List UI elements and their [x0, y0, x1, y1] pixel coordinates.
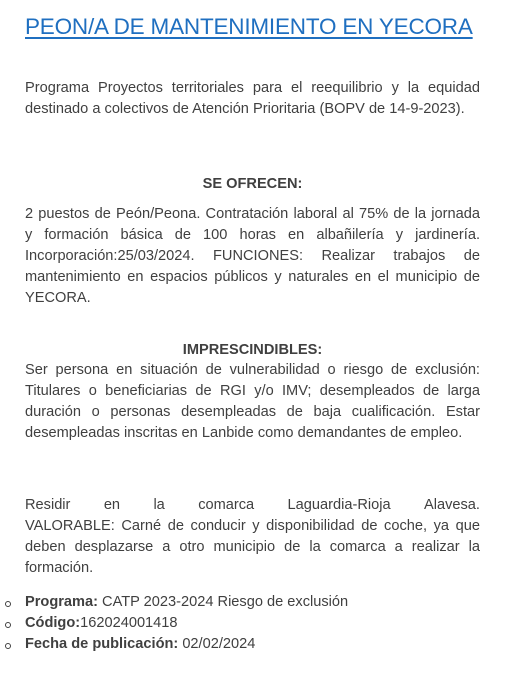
requirements-paragraph: Ser persona en situación de vulnerabilidad o riesgo de exclusión: Titulares o beneficiarias de RGI y/o IMV; desempleados de larga duración o personas desempleadas de baja cualificación. Estar desempleadas inscritas en Lanbide como demandantes de empleo.	[25, 362, 480, 441]
valorable-text: VALORABLE: Carné de conducir y disponibilidad de coche, ya que deben desplazarse a otro municipio de la comarca a realizar la formación.	[25, 518, 480, 576]
residence-paragraph	[25, 495, 480, 579]
circle-bullet-icon	[5, 643, 11, 649]
residence-word: comarca	[198, 497, 255, 513]
residence-word: Residir	[25, 497, 71, 513]
residence-line	[25, 495, 480, 516]
offer-paragraph: 2 puestos de Peón/Peona. Contratación laboral al 75% de la jornada y formación básica de 100 horas en albañilería y jardinería. Incorporación:25/03/2024. FUNCIONES: Realizar trabajos de mantenimiento en espacios públicos y naturales en el municipio de YECORA.	[25, 206, 480, 306]
list-item	[0, 613, 348, 634]
residence-word: la	[153, 497, 165, 513]
intro-paragraph: Programa Proyectos territoriales para el reequilibrio y la equidad destinado a colectivos de Atención Prioritaria (BOPV de 14-9-2023).	[25, 80, 480, 117]
program-value: CATP 2023-2024 Riesgo de exclusión	[98, 594, 349, 610]
circle-bullet-icon	[5, 601, 11, 607]
list-item	[0, 634, 348, 655]
publication-date-label: Fecha de publicación:	[25, 636, 179, 652]
offer-heading: SE OFRECEN:	[202, 176, 303, 192]
residence-word: Alavesa.	[423, 497, 480, 513]
list-item	[0, 592, 348, 613]
residence-word: en	[103, 497, 121, 513]
residence-word: Laguardia-Rioja	[287, 497, 391, 513]
page-title: PEON/A DE MANTENIMIENTO EN YECORA	[25, 14, 473, 39]
requirements-heading: IMPRESCINDIBLES:	[182, 342, 323, 358]
circle-bullet-icon	[5, 622, 11, 628]
publication-date-value: 02/02/2024	[178, 636, 256, 652]
code-value: 162024001418	[80, 615, 178, 631]
program-label: Programa:	[25, 594, 98, 610]
code-label: Código:	[25, 615, 81, 631]
details-list	[0, 592, 348, 655]
